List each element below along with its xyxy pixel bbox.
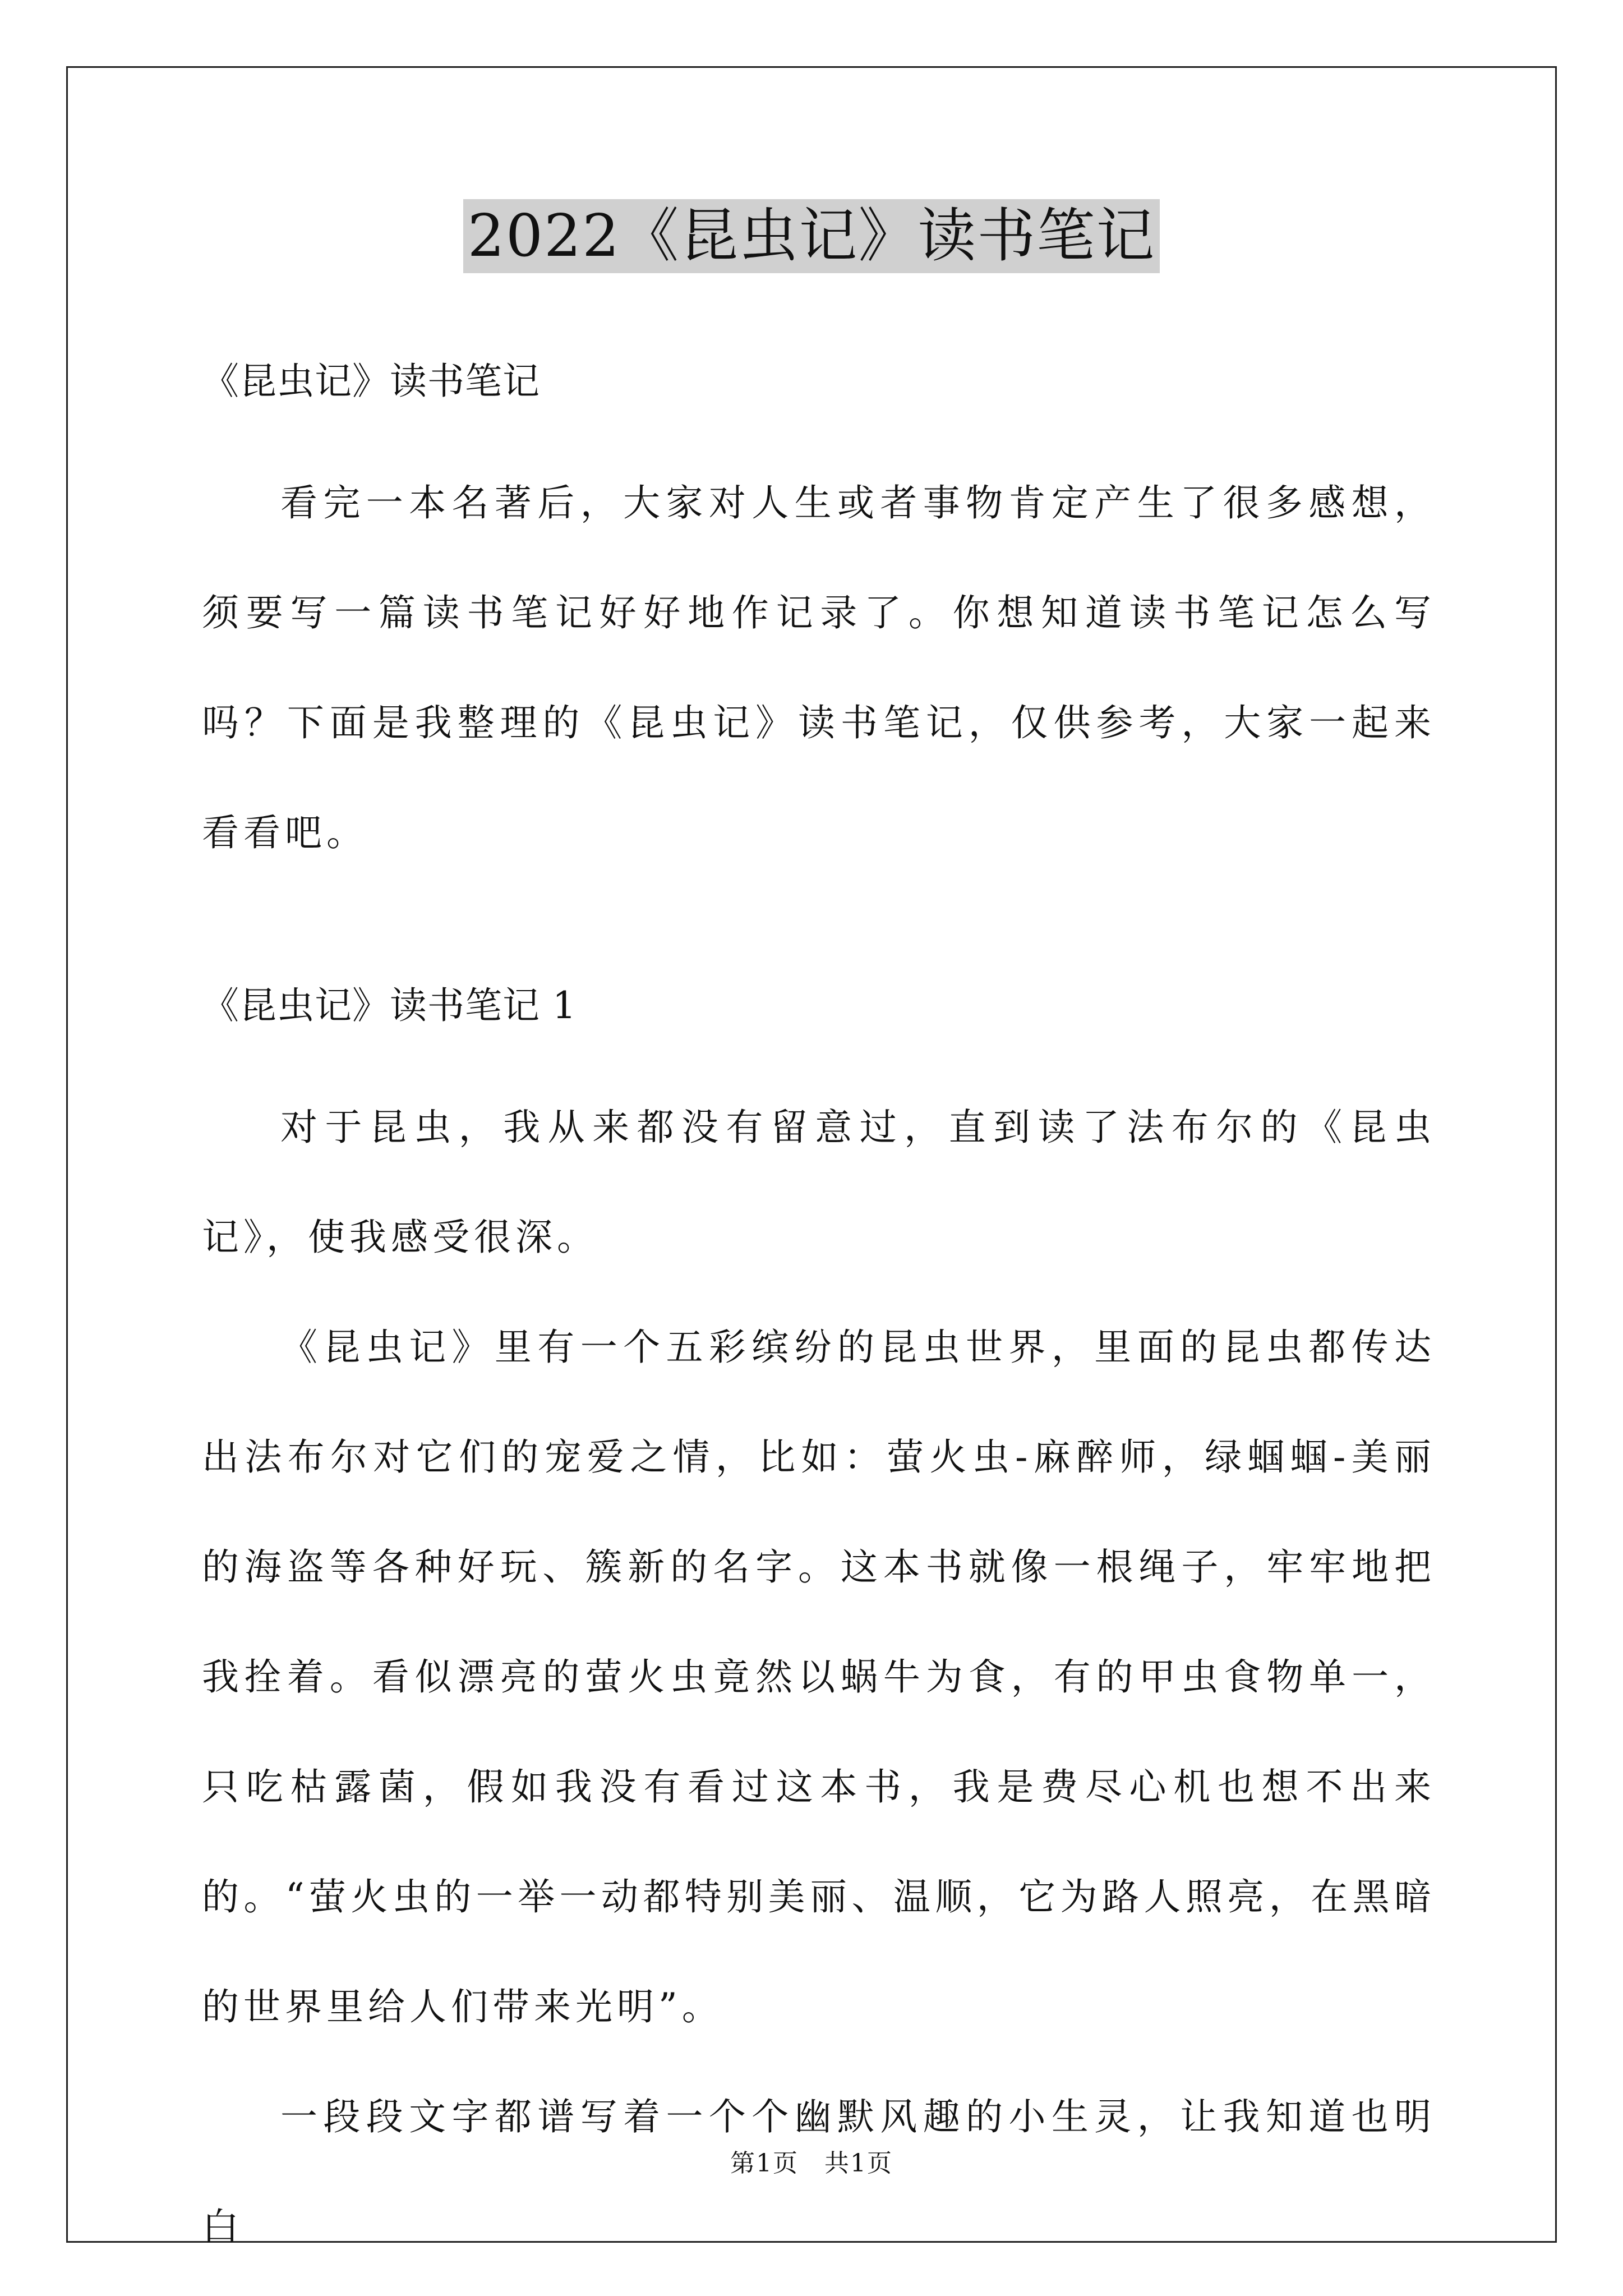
section1-paragraph-1: 对于昆虫，我从来都没有留意过，直到读了法布尔的《昆虫记》，使我感受很深。 [202, 1106, 1436, 1259]
section1-heading: 《昆虫记》读书笔记 1 [202, 984, 577, 1028]
document-body [202, 314, 1436, 2282]
page-number-label: 第1页 共1页 [730, 2149, 893, 2178]
document-title: 2022《昆虫记》读书笔记 [463, 199, 1160, 273]
page-footer [0, 2143, 1623, 2179]
intro-paragraph: 看完一本名著后，大家对人生或者事物肯定产生了很多感想，须要写一篇读书笔记好好地作记录了。你想知道读书笔记怎么写吗？下面是我整理的《昆虫记》读书笔记，仅供参考，大家一起来看看吧。 [202, 481, 1436, 855]
section1-paragraph-3: 一段段文字都谱写着一个个幽默风趣的小生灵，让我知道也明白 [202, 2095, 1436, 2249]
title-container [0, 199, 1623, 273]
section1-paragraph-2: 《昆虫记》里有一个五彩缤纷的昆虫世界，里面的昆虫都传达出法布尔对它们的宠爱之情，比如：萤火虫-麻醉师，绿蝈蝈-美丽的海盗等各种好玩、簇新的名字。这本书就像一根绳子，牢牢地把我拴着。看似漂亮的萤火虫竟然以蜗牛为食，有的甲虫食物单一，只吃枯露菌，假如我没有看过这本书，我是费尽心机也想不出来的。“萤火虫的一举一动都特别美丽、温顺，它为路人照亮，在黑暗的世界里给人们带来光明”。 [202, 1326, 1436, 2029]
intro-heading: 《昆虫记》读书笔记 [202, 360, 540, 403]
